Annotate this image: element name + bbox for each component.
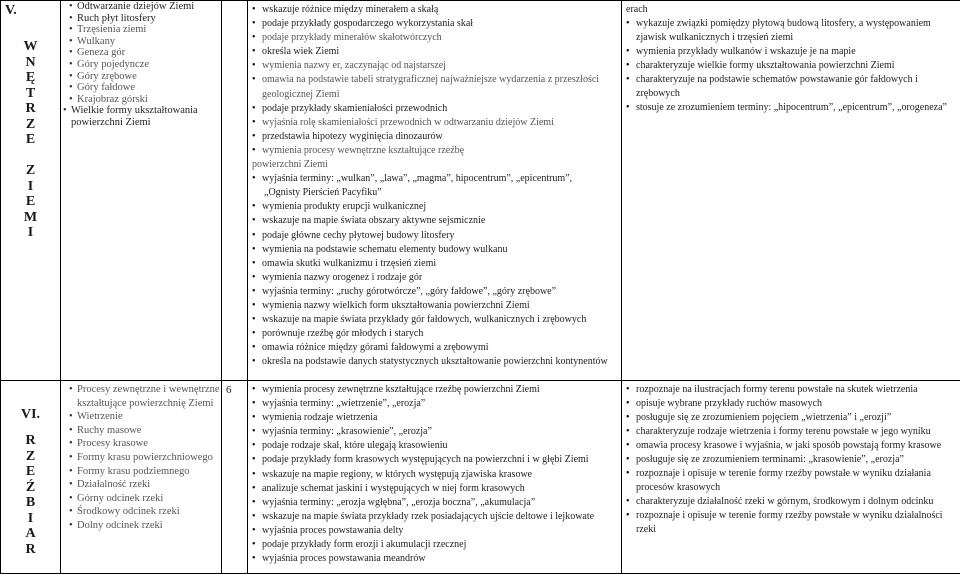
requirement-item: • wskazuje na mapie świata przykłady rzek posiadających ujście deltowe i lejkowate bbox=[252, 510, 617, 524]
requirement-item: • podaje przykłady skamieniałości przewodnich bbox=[252, 102, 617, 116]
section-vi-row bbox=[1, 381, 960, 574]
section-letter: I bbox=[1, 225, 60, 241]
section-letter: B bbox=[1, 495, 60, 511]
topic-item: • Geneza gór bbox=[67, 47, 221, 59]
topic-item: • Odtwarzanie dziejów Ziemi bbox=[67, 1, 221, 13]
topic-item: • Ruchy masowe bbox=[67, 424, 221, 438]
section-letter: T bbox=[1, 86, 60, 102]
section-vi-topics bbox=[61, 381, 222, 574]
requirement-item: • wyjaśnia terminy: „ruchy górotwórcze”, „góry fałdowe”, „góry zrębowe” bbox=[252, 285, 617, 299]
requirement-item: • wskazuje na mapie świata przykłady gór fałdowych, wulkanicznych i zrębowych bbox=[252, 313, 617, 327]
topic-item: • Formy krasu podziemnego bbox=[67, 465, 221, 479]
requirement-item: • wyjaśnia proces powstawania meandrów bbox=[252, 552, 617, 566]
topic-item: • Trzęsienia ziemi bbox=[67, 24, 221, 36]
requirement-item: • wskazuje różnice między minerałem a skałą bbox=[252, 3, 617, 17]
section-v-topics bbox=[61, 1, 222, 381]
section-letter: R bbox=[1, 542, 60, 558]
requirement-item: • wyjaśnia rolę skamieniałości przewodnich w odtwarzaniu dziejów Ziemi bbox=[252, 116, 617, 130]
requirement-item: • wymienia procesy wewnętrzne kształtujące rzeźbę bbox=[252, 144, 617, 158]
requirement-item: • wyjaśnia proces powstawania delty bbox=[252, 524, 617, 538]
section-vi-hours: 6 bbox=[222, 381, 248, 574]
section-v-extended-requirements bbox=[622, 1, 960, 381]
topic-item: • Górny odcinek rzeki bbox=[67, 492, 221, 506]
section-vi-header bbox=[1, 381, 61, 574]
requirement-item: • wskazuje na mapie świata obszary aktywne sejsmicznie bbox=[252, 214, 617, 228]
requirement-item: • wykazuje związki pomiędzy płytową budową litosfery, a występowaniem zjawisk wulkanicznych i trzęsień ziemi bbox=[626, 17, 956, 45]
topic-item: • Procesy zewnętrzne i wewnętrzne kształtujące powierzchnię Ziemi bbox=[67, 383, 221, 410]
requirement-item: • wymienia nazwy wielkich form ukształtowania powierzchni Ziemi bbox=[252, 299, 617, 313]
requirement-item: • podaje przykłady minerałów skałotwórczych bbox=[252, 31, 617, 45]
section-letter: E bbox=[1, 464, 60, 480]
requirement-item: • analizuje schemat jaskini i występujących w niej form krasowych bbox=[252, 482, 617, 496]
requirement-item: • wymienia nazwy er, zaczynając od najstarszej bbox=[252, 59, 617, 73]
requirement-item: • określa wiek Ziemi bbox=[252, 45, 617, 59]
requirement-item: • omawia procesy krasowe i wyjaśnia, w jaki sposób powstają formy krasowe bbox=[626, 439, 956, 453]
section-letter: W bbox=[1, 39, 60, 55]
section-letter: E bbox=[1, 132, 60, 148]
requirement-item: • omawia skutki wulkanizmu i trzęsień ziemi bbox=[252, 257, 617, 271]
requirement-item: • charakteryzuje rodzaje wietrzenia i formy terenu powstałe w jego wyniku bbox=[626, 425, 956, 439]
section-vi-extended-requirements bbox=[622, 381, 960, 574]
topic-item: • Działalność rzeki bbox=[67, 478, 221, 492]
requirement-item: • wymienia produkty erupcji wulkanicznej bbox=[252, 200, 617, 214]
section-letter-spacer bbox=[1, 148, 60, 164]
requirement-item: • podaje rodzaje skał, które ulegają krasowieniu bbox=[252, 439, 617, 453]
section-v-hours bbox=[222, 1, 248, 381]
section-letter: Ę bbox=[1, 70, 60, 86]
requirement-item: • posługuje się ze zrozumieniem pojęciem „wietrzenia” i „erozji” bbox=[626, 411, 956, 425]
section-letter: M bbox=[1, 210, 60, 226]
section-letter: I bbox=[1, 511, 60, 527]
topic-item: • Krajobraz górski bbox=[67, 94, 221, 106]
requirement-item: • charakteryzuje wielkie formy ukształtowania powierzchni Ziemi bbox=[626, 59, 956, 73]
section-letter: Z bbox=[1, 117, 60, 133]
topic-item: • Góry pojedyncze bbox=[67, 59, 221, 71]
section-letter: E bbox=[1, 194, 60, 210]
section-v-number: V. bbox=[1, 3, 60, 19]
requirement-item: • rozpoznaje i opisuje w terenie formy rzeźby powstałe w wyniku działania procesów krasowych bbox=[626, 467, 956, 495]
requirement-item: • podaje główne cechy płytowej budowy litosfery bbox=[252, 229, 617, 243]
requirement-item: • porównuje rzeźbę gór młodych i starych bbox=[252, 327, 617, 341]
requirement-item: • wymienia nazwy orogenez i rodzaje gór bbox=[252, 271, 617, 285]
requirement-item: • rozpoznaje na ilustracjach formy terenu powstałe na skutek wietrzenia bbox=[626, 383, 956, 397]
topic-item: • Góry fałdowe bbox=[67, 82, 221, 94]
section-letter: N bbox=[1, 55, 60, 71]
topic-item: • Formy krasu powierzchniowego bbox=[67, 451, 221, 465]
requirement-item: • przedstawia hipotezy wyginięcia dinozaurów bbox=[252, 130, 617, 144]
topic-item: • Środkowy odcinek rzeki bbox=[67, 505, 221, 519]
requirement-item: • wyjaśnia terminy: „wietrzenie”, „erozja” bbox=[252, 397, 617, 411]
requirement-item: • wyjaśnia terminy: „erozja wgłębna”, „erozja boczna”, „akumulacja” bbox=[252, 496, 617, 510]
section-letter: A bbox=[1, 526, 60, 542]
section-v-basic-requirements bbox=[248, 1, 622, 381]
topic-item: • Procesy krasowe bbox=[67, 437, 221, 451]
requirement-item: • rozpoznaje i opisuje w terenie formy rzeźby powstałe w wyniku działalności rzeki bbox=[626, 509, 956, 537]
requirement-item: • określa na podstawie danych statystycznych ukształtowanie powierzchni kontynentów bbox=[252, 355, 617, 369]
requirement-item: • posługuje się ze zrozumieniem terminami: „krasowienie”, „erozja” bbox=[626, 453, 956, 467]
requirement-item: • omawia na podstawie tabeli stratygraficznej najważniejsze wydarzenia z przeszłości geologicznej Ziemi bbox=[252, 73, 617, 101]
requirement-item: • wymienia przykłady wulkanów i wskazuje je na mapie bbox=[626, 45, 956, 59]
topic-item: • Dolny odcinek rzeki bbox=[67, 519, 221, 533]
section-v-header bbox=[1, 1, 61, 381]
section-letter: Z bbox=[1, 163, 60, 179]
requirement-item: • omawia różnice między górami fałdowymi a zrębowymi bbox=[252, 341, 617, 355]
requirement-item-continued: powierzchni Ziemi bbox=[252, 158, 617, 172]
requirement-item: • stosuje ze zrozumieniem terminy: „hipocentrum”, „epicentrum”, „orogeneza” bbox=[626, 101, 956, 115]
section-letter: R bbox=[1, 433, 60, 449]
topic-item: • Ruch płyt litosfery bbox=[67, 13, 221, 25]
requirement-item: • podaje przykłady form erozji i akumulacji rzecznej bbox=[252, 538, 617, 552]
requirement-item-continued: „Ognisty Pierścień Pacyfiku” bbox=[252, 186, 617, 200]
requirement-item: • wymienia procesy zewnętrzne kształtujące rzeźbę powierzchni Ziemi bbox=[252, 383, 617, 397]
topic-item: • Wielkie formy ukształtowania powierzchni Ziemi bbox=[67, 105, 221, 128]
section-vi-number: VI. bbox=[1, 407, 60, 423]
requirement-item: • wyjaśnia terminy: „krasowienie”, „erozja” bbox=[252, 425, 617, 439]
requirement-item: • podaje przykłady gospodarczego wykorzystania skał bbox=[252, 17, 617, 31]
requirement-item-continued: erach bbox=[626, 3, 956, 17]
requirement-item: • podaje przykłady form krasowych występujących na powierzchni i w głębi Ziemi bbox=[252, 453, 617, 467]
section-v-row bbox=[1, 1, 960, 381]
section-letter: I bbox=[1, 179, 60, 195]
section-letter: Ź bbox=[1, 480, 60, 496]
requirement-item: • opisuje wybrane przykłady ruchów masowych bbox=[626, 397, 956, 411]
requirement-item: • wyjaśnia terminy: „wulkan”, „lawa”, „magma”, hipocentrum”, „epicentrum”, bbox=[252, 172, 617, 186]
requirement-item: • wymienia rodzaje wietrzenia bbox=[252, 411, 617, 425]
topic-item: • Góry zrębowe bbox=[67, 71, 221, 83]
requirement-item: • charakteryzuje na podstawie schematów powstawanie gór fałdowych i zrębowych bbox=[626, 73, 956, 101]
section-vi-basic-requirements bbox=[248, 381, 622, 574]
requirement-item: • wskazuje na mapie regiony, w których występują zjawiska krasowe bbox=[252, 468, 617, 482]
section-letter: R bbox=[1, 101, 60, 117]
topic-item: • Wietrzenie bbox=[67, 410, 221, 424]
topic-item: • Wulkany bbox=[67, 36, 221, 48]
section-letter: Z bbox=[1, 449, 60, 465]
requirement-item: • charakteryzuje działalność rzeki w górnym, środkowym i dolnym odcinku bbox=[626, 495, 956, 509]
requirement-item: • wymienia na podstawie schematu elementy budowy wulkanu bbox=[252, 243, 617, 257]
